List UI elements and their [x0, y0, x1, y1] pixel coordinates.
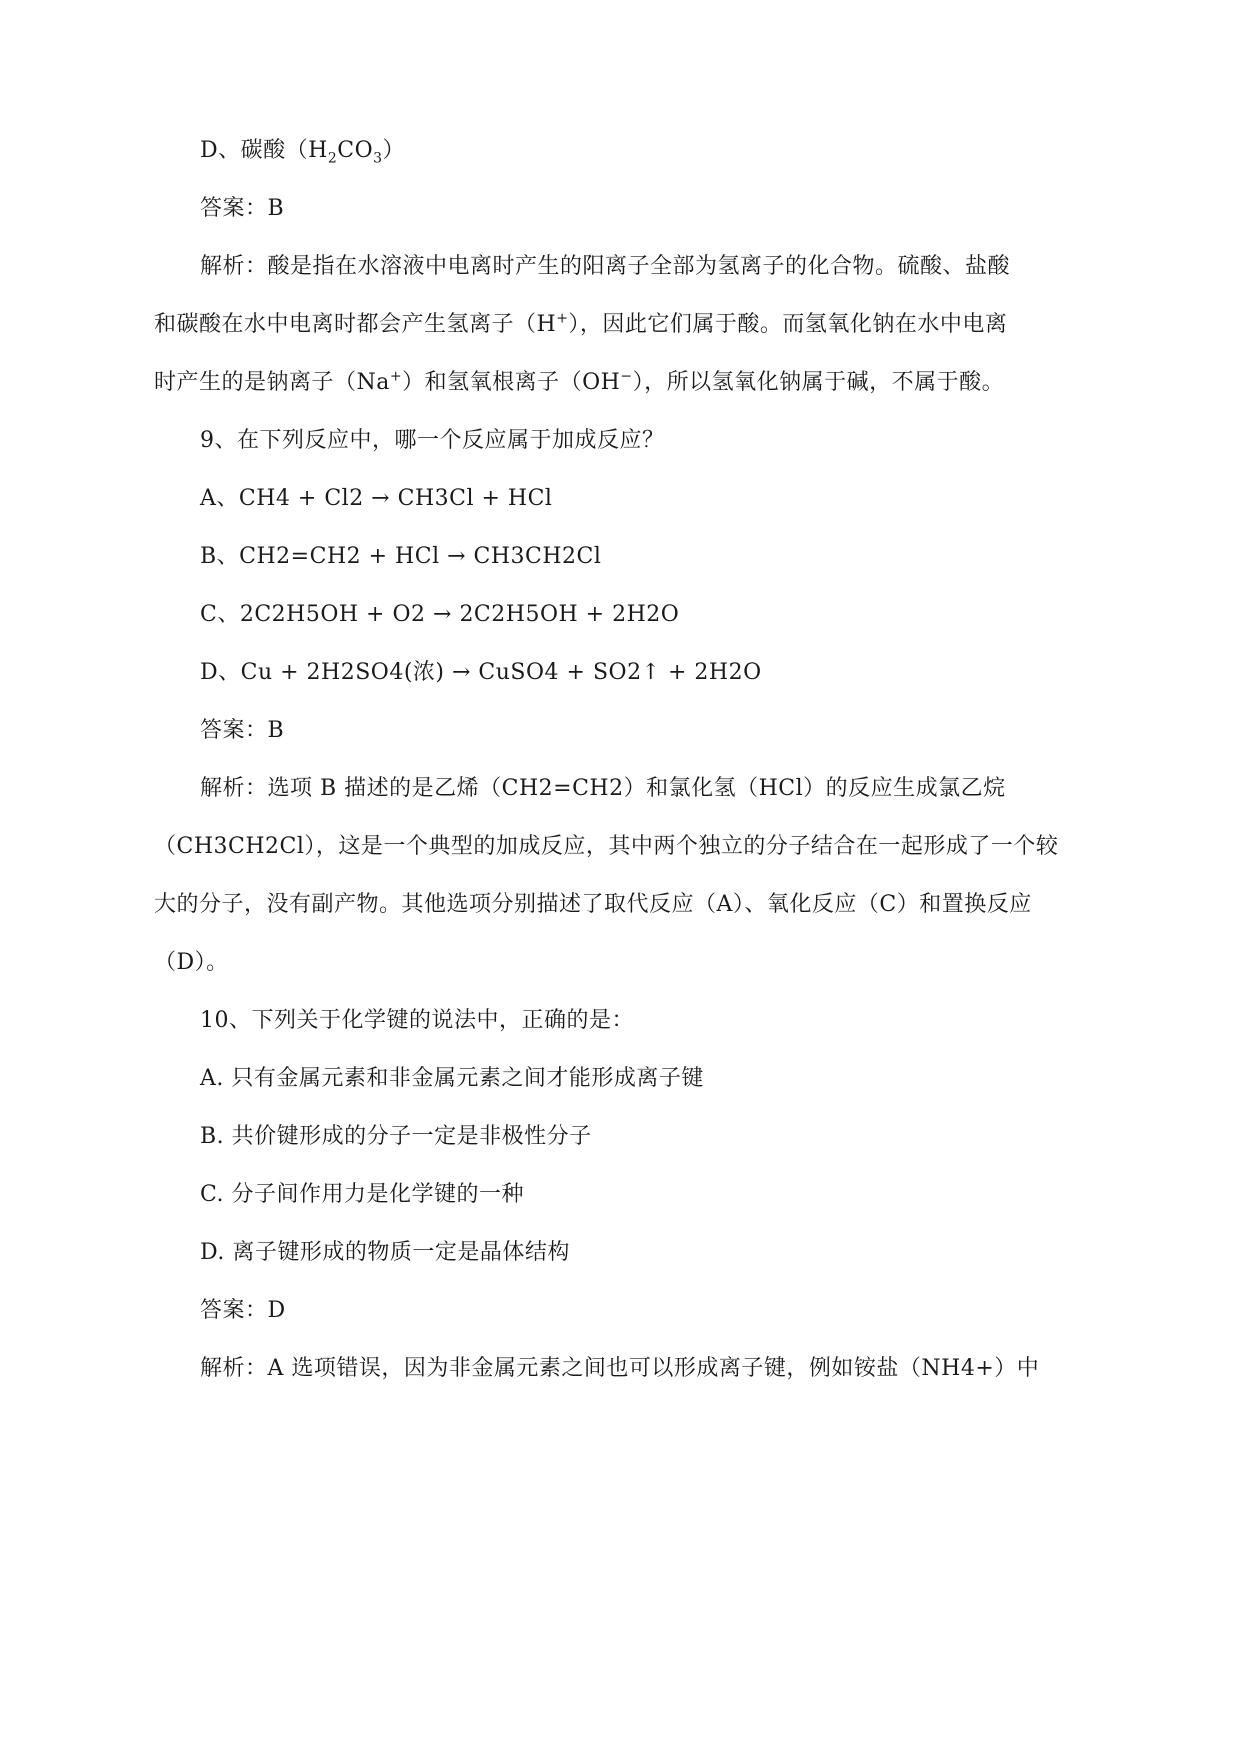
- q8-option-d: [200, 136, 1100, 166]
- q8-option-d-text: CO: [337, 138, 374, 163]
- subscript: 2: [327, 150, 338, 167]
- q10-analysis-line: 解析：A 选项错误，因为非金属元素之间也可以形成离子键，例如铵盐（NH4+）中: [200, 1356, 1040, 1381]
- q9-option-d: D、Cu + 2H2SO4(浓) → CuSO4 + SO2↑ + 2H2O: [200, 660, 762, 685]
- q8-analysis-line: [154, 310, 1054, 340]
- q10-option-d: D. 离子键形成的物质一定是晶体结构: [200, 1240, 570, 1265]
- q8-analysis-text: ），因此它们属于酸。而氢氧化钠在水中电离: [568, 312, 1008, 337]
- q9-option-b: B、CH2=CH2 + HCl → CH3CH2Cl: [200, 544, 602, 569]
- q9-analysis-line: 解析：选项 B 描述的是乙烯（CH2=CH2）和氯化氢（HCl）的反应生成氯乙烷: [200, 776, 1006, 801]
- superscript: +: [556, 310, 569, 327]
- q9-analysis-line: （CH3CH2Cl），这是一个典型的加成反应，其中两个独立的分子结合在一起形成了一个较: [154, 834, 1059, 859]
- q8-analysis-text: 时产生的是钠离子（Na: [154, 370, 390, 395]
- q8-analysis-line: 解析：酸是指在水溶液中电离时产生的阳离子全部为氢离子的化合物。硫酸、盐酸: [200, 254, 1011, 279]
- q8-analysis-text: ）和氢氧根离子（OH: [402, 370, 621, 395]
- q9-option-a: A、CH4 + Cl2 → CH3Cl + HCl: [200, 486, 553, 511]
- q8-analysis-text: 和碳酸在水中电离时都会产生氢离子（H: [154, 312, 557, 337]
- q8-analysis-text: ），所以氢氧化钠属于碱，不属于酸。: [632, 370, 1005, 395]
- superscript: +: [389, 368, 403, 385]
- subscript: 3: [373, 150, 383, 167]
- q9-answer: 答案：B: [200, 718, 285, 743]
- q8-analysis-line: [154, 368, 1054, 398]
- q10-question: 10、下列关于化学键的说法中，正确的是：: [200, 1008, 634, 1033]
- q10-answer: 答案：D: [200, 1298, 286, 1323]
- superscript: −: [620, 368, 633, 385]
- q9-analysis-line: （D）。: [154, 950, 229, 975]
- q9-question: 9、在下列反应中，哪一个反应属于加成反应？: [200, 428, 665, 453]
- q8-answer: 答案：B: [200, 196, 285, 221]
- q10-option-a: A. 只有金属元素和非金属元素之间才能形成离子键: [200, 1066, 704, 1091]
- q10-option-b: B. 共价键形成的分子一定是非极性分子: [200, 1124, 592, 1149]
- q9-analysis-line: 大的分子，没有副产物。其他选项分别描述了取代反应（A）、氧化反应（C）和置换反应: [154, 892, 1032, 917]
- q9-option-c: C、2C2H5OH + O2 → 2C2H5OH + 2H2O: [200, 602, 680, 627]
- q8-option-d-text: ）: [382, 138, 406, 163]
- q8-option-d-text: D、碳酸（H: [200, 138, 328, 163]
- q10-option-c: C. 分子间作用力是化学键的一种: [200, 1182, 525, 1207]
